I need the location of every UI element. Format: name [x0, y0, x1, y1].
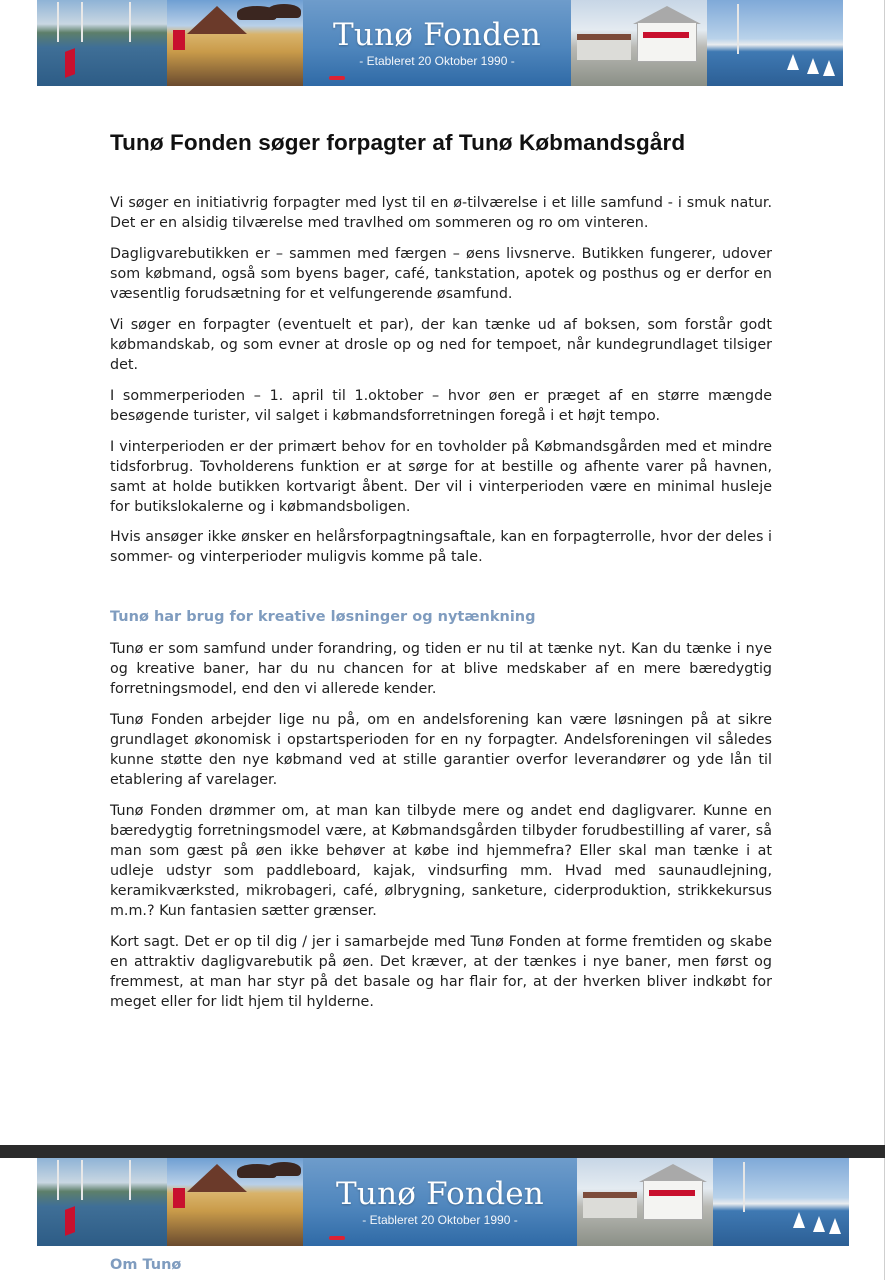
page-separator [0, 1145, 885, 1158]
cafe-photo [167, 1158, 303, 1246]
sailing-photo [713, 1158, 849, 1246]
paragraph: Dagligvarebutikken er – sammen med færgen – øens livsnerve. Butikken fungerer, udover som købmand, også som byens bager, café, tankstation, apotek og posthus og er derfor en væsentlig forudsætning for et velfungerende øsamfund. [110, 246, 772, 302]
banner-title-box [303, 1158, 577, 1246]
paragraph: I vinterperioden er der primært behov for en tovholder på Købmandsgården med et mindre tidsforbrug. Tovholderens funktion er at sørge for at bestille og afhente varer på havnen, samt at holde butikken kortvarigt åbent. Der vil i vinterperioden være en minimal husleje for butikslokalerne og i købmandsboligen. [110, 439, 772, 515]
paragraph: Hvis ansøger ikke ønsker en helårsforpagtningsaftale, kan en forpagterrolle, hvor der deles i sommer- og vinterperioder muligvis komme på tale. [110, 529, 772, 565]
header-banner [37, 0, 843, 86]
store-photo [571, 0, 707, 86]
harbor-photo [37, 1158, 167, 1246]
paragraph: Tunø Fonden arbejder lige nu på, om en andelsforening kan være løsningen på at sikre grundlaget økonomisk i opstartsperioden for en ny forpagter. Andelsforeningen vil således kunne støtte den nye købmand ved at stille garantier overfor leverandører og yde lån til etablering af varelager. [110, 712, 772, 788]
harbor-photo [37, 0, 167, 86]
paragraph: Vi søger en initiativrig forpagter med lyst til en ø-tilværelse i et lille samfund - i smuk natur. Det er en alsidig tilværelse med travlhed om sommeren og ro om vinteren. [110, 195, 772, 231]
paragraph: Kort sagt. Det er op til dig / jer i samarbejde med Tunø Fonden at forme fremtiden og skabe en attraktiv dagligvarebutik på øen. Det kræver, at der tænkes i nye baner, men først og fremmest, at man har styr på det basale og har flair for, at der hverken bliver indkøbt for meget eller for lidt hjem til hylderne. [110, 934, 772, 1010]
paragraph: Vi søger en forpagter (eventuelt et par), der kan tænke ud af boksen, som forstår godt købmandskab, og som evner at drosle op og ned for tempoet, når kundegrundlaget tilsiger det. [110, 317, 772, 373]
section-heading: Tunø har brug for kreative løsninger og nytænkning [110, 609, 536, 625]
banner-title: Tunø Fonden [333, 17, 541, 53]
sailing-photo [707, 0, 843, 86]
header-banner [37, 1158, 849, 1246]
document-title: Tunø Fonden søger forpagter af Tunø Købmandsgård [110, 130, 686, 155]
banner-title-box [303, 0, 571, 86]
banner-subtitle: - Etableret 20 Oktober 1990 - [362, 1213, 518, 1227]
banner-subtitle: - Etableret 20 Oktober 1990 - [359, 54, 515, 68]
section-heading: Om Tunø [110, 1257, 182, 1273]
store-photo [577, 1158, 713, 1246]
paragraph: Tunø er som samfund under forandring, og tiden er nu til at tænke nyt. Kan du tænke i nye og kreative baner, har du nu chancen for at blive medskaber af en mere bæredygtig forretningsmodel, end den vi allerede kender. [110, 641, 772, 697]
cafe-photo [167, 0, 303, 86]
paragraph: I sommerperioden – 1. april til 1.oktober – hvor øen er præget af en større mængde besøgende turister, vil salget i købmandsforretningen foregå i et højt tempo. [110, 388, 772, 424]
banner-title: Tunø Fonden [336, 1176, 544, 1212]
paragraph: Tunø Fonden drømmer om, at man kan tilbyde mere og andet end dagligvarer. Kunne en bæredygtig forretningsmodel være, at Købmandsgården tilbyder forudbestilling af varer, så man som gæst på øen ikke behøver at købe ind hjemmefra? Eller skal man tænke i at udleje udstyr som paddleboard, kajak, vindsurfing mm. Hvad med saunaudlejning, keramikværksted, mikrobageri, café, ølbrygning, sanketure, ciderproduktion, strikkekursus m.m.? Kun fantasien sætter grænser. [110, 803, 772, 919]
